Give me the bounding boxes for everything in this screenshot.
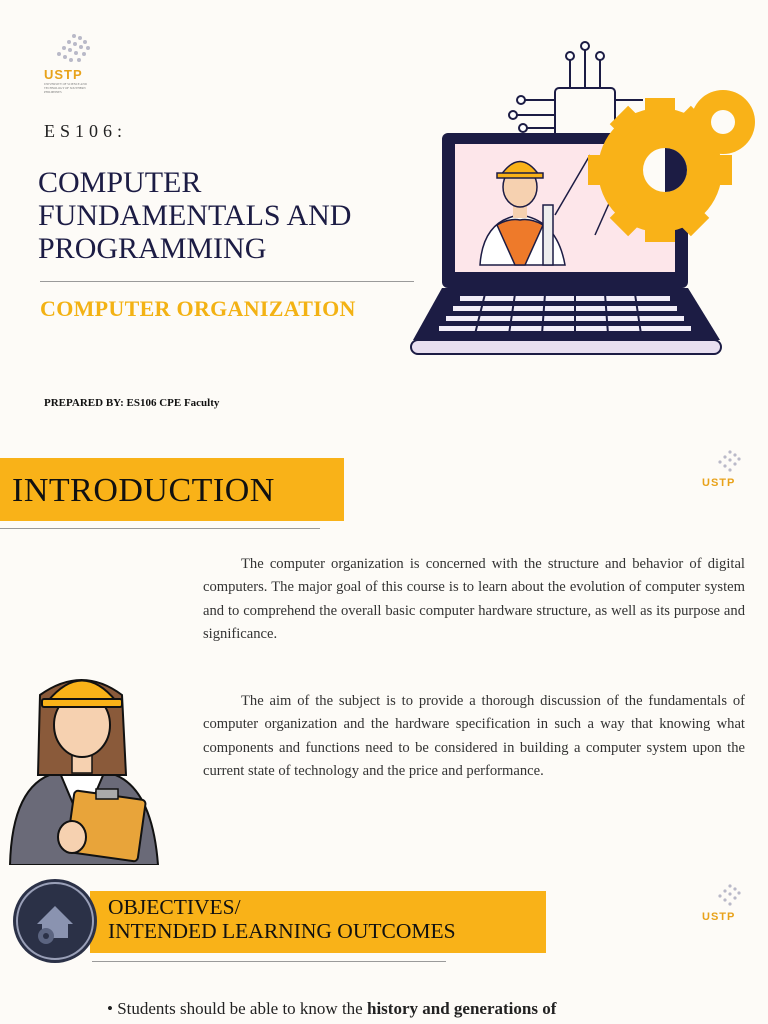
subtitle: COMPUTER ORGANIZATION [40,296,356,321]
objectives-divider [92,961,446,962]
bullet-icon: • [107,999,118,1018]
logo-text: USTP [44,67,83,82]
ustp-logo-small-2 [702,882,748,923]
logo-emblem-icon [702,882,748,912]
objectives-heading: OBJECTIVES/ INTENDED LEARNING OUTCOMES [108,895,456,943]
page-title: COMPUTER FUNDAMENTALS AND PROGRAMMING [38,166,352,265]
logo-text: USTP [702,477,736,489]
ustp-logo [44,30,96,94]
intro-divider [0,528,320,529]
prepared-by: PREPARED BY: ES106 CPE Faculty [44,397,220,409]
logo-text: USTP [702,911,736,923]
logo-emblem-icon [702,448,748,478]
intro-paragraph-1: The computer organization is concerned with the structure and behavior of digital computers. The major goal of this course is to learn about the evolution of computer system and to comprehend the overall basic computer hardware structure, as well as its purpose and significance. [203,556,745,642]
laptop-engineer-illustration [405,40,765,365]
engineer-clipboard-illustration [0,655,165,865]
logo-emblem-icon [44,30,96,70]
intro-heading: INTRODUCTION [12,472,275,509]
intro-paragraph-2: The aim of the subject is to provide a thorough discussion of the fundamentals of computer organization and the hardware specification in such a way that knowing what components and functions need to be considered in building a computer system upon the current state of technology and the price and performance. [203,693,745,779]
logo-tagline: UNIVERSITY OF SCIENCE AND TECHNOLOGY OF SOUTHERN PHILIPPINES [44,82,87,94]
home-gear-icon [12,878,98,964]
objective-bullet: • Students should be able to know the history and generations of [107,999,557,1018]
gear-icon [588,90,755,242]
ustp-logo-small [702,448,748,489]
course-code: ES106: [44,121,128,141]
title-divider [40,281,414,282]
